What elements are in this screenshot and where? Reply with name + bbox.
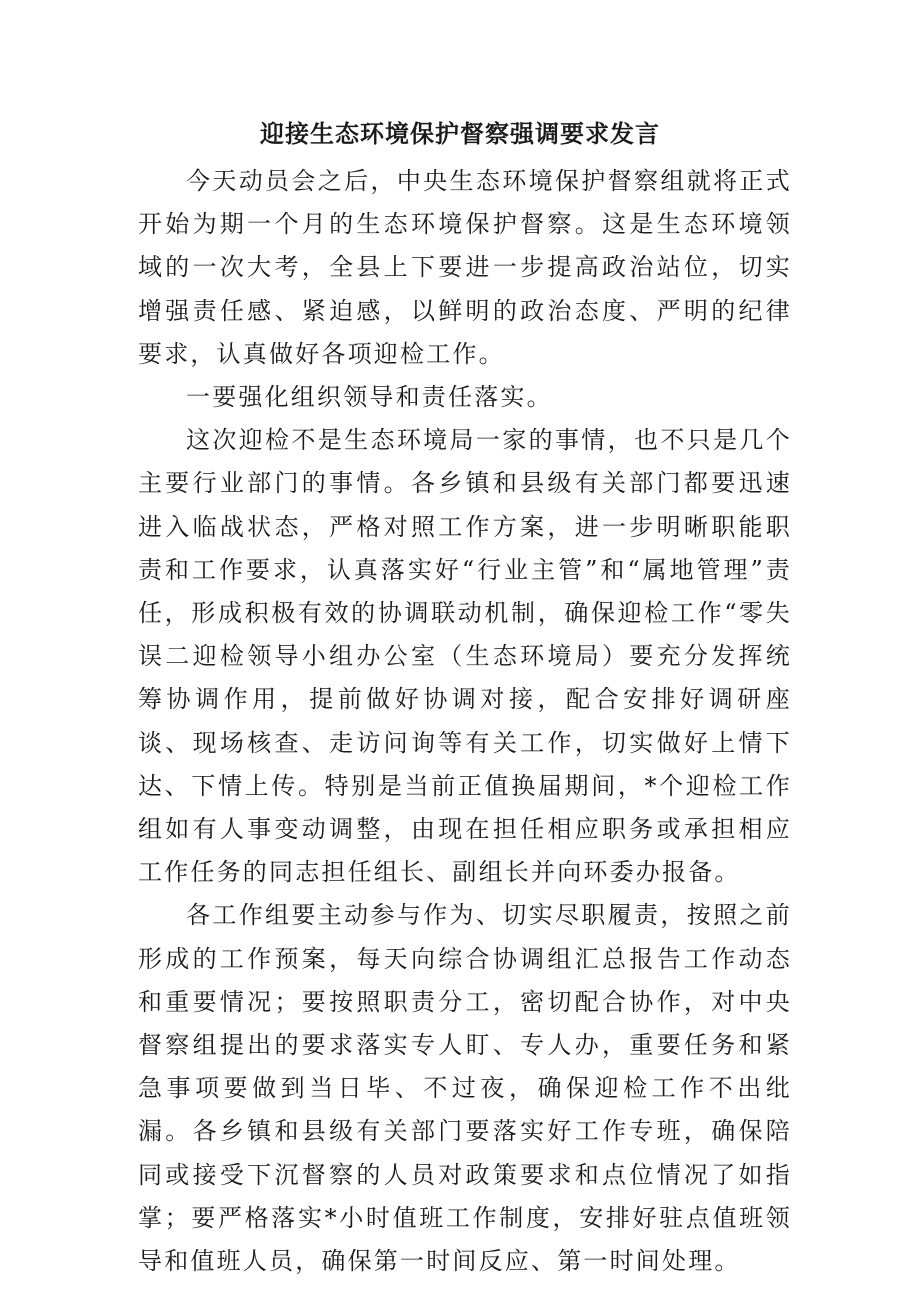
paragraph-work-groups: 各工作组要主动参与作为、切实尽职履责，按照之前形成的工作预案，每天向综合协调组汇总报告工作动态和重要情况；要按照职责分工，密切配合协作，对中央督察组提出的要求落实专人盯、专人办，重要任务和紧急事项要做到当日毕、不过夜，确保迎检工作不出纰漏。各乡镇和县级有关部门要落实好工作专班，确保陪同或接受下沉督察的人员对政策要求和点位情况了如指掌；要严格落实*小时值班工作制度，安排好驻点值班领导和值班人员，确保第一时间反应、第一时间处理。: [138, 901, 792, 1276]
paragraph-responsibility: 这次迎检不是生态环境局一家的事情，也不只是几个主要行业部门的事情。各乡镇和县级有关部门都要迅速进入临战状态，严格对照工作方案，进一步明晰职能职责和工作要求，认真落实好“行业主管”和“属地管理”责任，形成积极有效的协调联动机制，确保迎检工作“零失误二迎检领导小组办公室（生态环境局）要充分发挥统筹协调作用，提前做好协调对接，配合安排好调研座谈、现场核查、走访问询等有关工作，切实做好上情下达、下情上传。特别是当前正值换届期间，*个迎检工作组如有人事变动调整，由现在担任相应职务或承担相应工作任务的同志担任组长、副组长并向环委办报备。: [138, 426, 792, 887]
paragraph-intro: 今天动员会之后，中央生态环境保护督察组就将正式开始为期一个月的生态环境保护督察。这是生态环境领域的一次大考，全县上下要进一步提高政治站位，切实增强责任感、紧迫感，以鲜明的政治态度、严明的纪律要求，认真做好各项迎检工作。: [138, 167, 792, 368]
document-body: [138, 160, 792, 1283]
document-title: 迎接生态环境保护督察强调要求发言: [260, 119, 660, 148]
paragraph-heading-1: 一要强化组织领导和责任落实。: [186, 383, 553, 412]
